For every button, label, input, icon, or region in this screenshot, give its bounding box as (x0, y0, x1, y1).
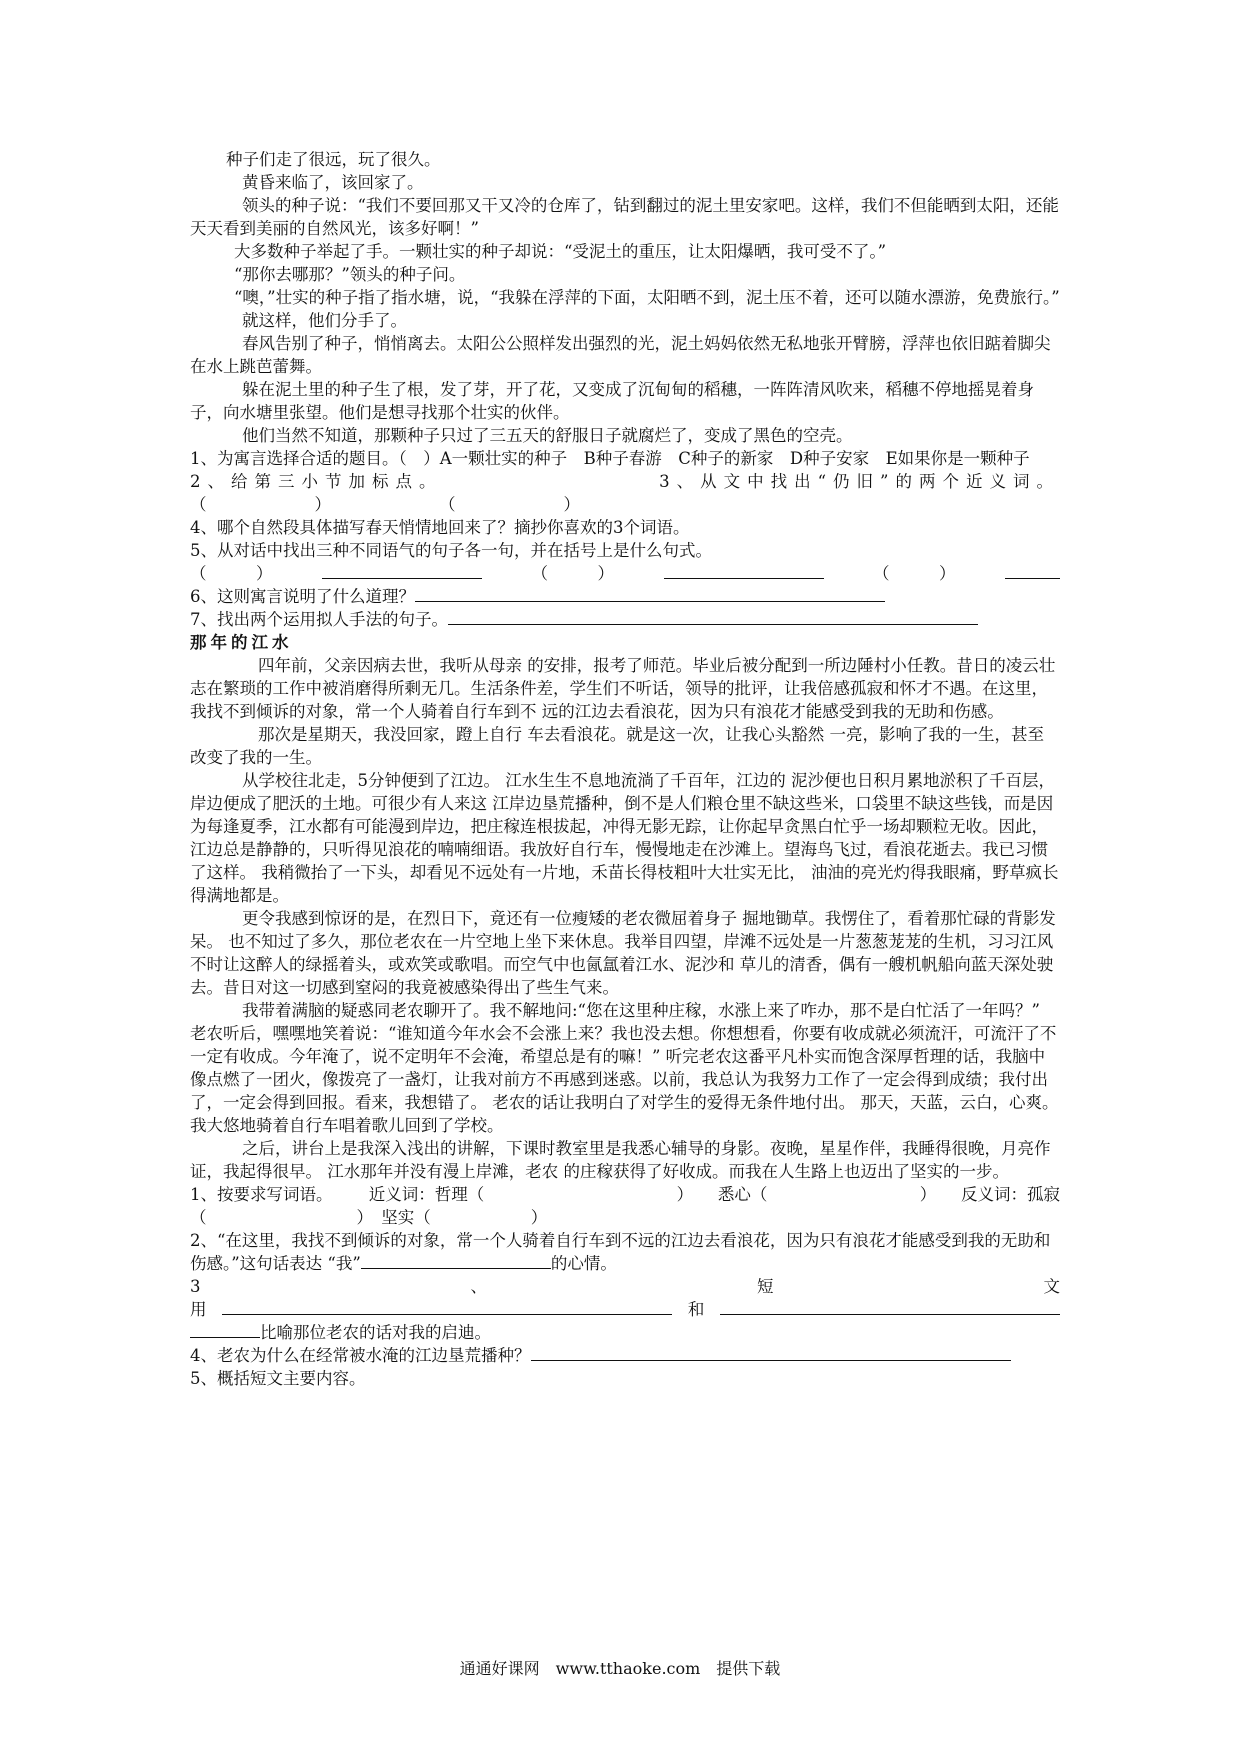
story-2-question-3-end (190, 1321, 1060, 1344)
question-5-answers (190, 562, 1060, 585)
answer-line[interactable] (1005, 562, 1060, 579)
paren-open: （ (190, 564, 207, 583)
question-1: 1、为寓言选择合适的题目。（ ）A一颗壮实的种子 B种子春游 C种子的新家 D种子安家 E如果你是一颗种子 (190, 449, 1030, 468)
question-label: 1、按要求写词语。 (190, 1185, 333, 1204)
paragraph: 就这样，他们分手了。 (242, 311, 407, 330)
story-2-question-4 (190, 1344, 1060, 1367)
question-char: 用 (190, 1300, 207, 1319)
question-7 (190, 608, 1060, 631)
question-6 (190, 585, 1060, 608)
answer-line[interactable] (448, 608, 978, 625)
paragraph: 他们当然不知道，那颗种子只过了三五天的舒服日子就腐烂了，变成了黑色的空壳。 (242, 426, 853, 445)
story-2-question-2 (190, 1229, 1060, 1275)
question-part: ） 悉心（ (676, 1185, 768, 1204)
paragraph: 领头的种子说：“我们不要回那又干又冷的仓库了，钻到翻过的泥土里安家吧。这样，我们不但能晒到太阳，还能天天看到美丽的自然风光，该多好啊！” (190, 196, 1059, 238)
answer-line[interactable] (415, 585, 885, 602)
question-2-3-row (190, 470, 1060, 493)
paren-open: （ (531, 564, 548, 583)
story-2-question-3 (190, 1275, 1060, 1298)
paragraph: 黄昏来临了，该回家了。 (242, 173, 424, 192)
answer-line[interactable] (720, 1298, 1060, 1315)
paragraph: “那你去哪那？”领头的种子问。 (234, 265, 466, 284)
paragraph: 四年前，父亲因病去世，我听从母亲 的安排，报考了师范。毕业后被分配到一所边陲村小任教。昔日的凌云壮志在繁琐的工作中被消磨得所剩无几。生活条件差，学生们不听话，领导的批评，让我倍感孤寂和怀才不遇。在这里，我找不到倾诉的对象，常一个人骑着自行车到不 远的江边去看浪花，因为只有浪花才能感受到我的无助和伤感。 (190, 656, 1056, 721)
paragraph: 更令我感到惊讶的是，在烈日下，竟还有一位瘦矮的老农微屈着身子 掘地锄草。我愣住了，看着那忙碌的背影发呆。 也不知过了多久，那位老农在一片空地上坐下来休息。我举目四望，岸滩不远处是一片葱葱茏茏的生机，习习江风 不时让这醉人的绿摇着头，或欢笑或歌唱。而空气中也氤氲着江水、泥沙和 草儿的清香，偶有一艘机帆船向蓝天深处驶去。昔日对这一切感到窒闷的我竟被感染得出了些生气来。 (190, 909, 1056, 997)
question-char: 和 (687, 1300, 705, 1319)
paren-close: ） (314, 495, 331, 514)
answer-parens (190, 493, 580, 516)
paragraph: 从学校往北走，5分钟便到了江边。 江水生生不息地流淌了千百年，江边的 泥沙便也日积月累地淤积了千百层，岸边便成了肥沃的土地。可很少有人来这 江岸边垦荒播种，倒不是人们粮仓里不缺这些米，口袋里不缺这些钱，而是因为每逢夏季，江水都有可能漫到岸边，把庄稼连根拔起，冲得无影无踪，让你起早贪黑白忙乎一场却颗粒无收。因此，江边总是静静的，只听得见浪花的喃喃细语。我放好自行车，慢慢地走在沙滩上。望海鸟飞过，看浪花逝去。我已习惯了这样。 我稍微抬了一下头，却看见不远处有一片地，禾苗长得枝粗叶大壮实无比， 油油的亮光灼得我眼痛，野草疯长得满地都是。 (190, 771, 1059, 905)
question-char: 文 (1043, 1277, 1060, 1296)
question-4: 4、哪个自然段具体描写春天悄情地回来了？摘抄你喜欢的3个词语。 (190, 518, 690, 537)
content-column (190, 148, 1060, 1390)
paragraph: 那次是星期天，我没回家，蹬上自行 车去看浪花。就是这一次，让我心头豁然 一亮，影响了我的一生，甚至改变了我的一生。 (190, 725, 1044, 767)
page-footer: 通通好课网 www.tthaoke.com 提供下载 (459, 1659, 781, 1678)
paragraph: 躲在泥土里的种子生了根，发了芽，开了花，又变成了沉甸甸的稻穗，一阵阵清风吹来，稻穗不停地摇晃着身子，向水塘里张望。他们是想寻找那个壮实的伙伴。 (190, 380, 1034, 422)
question-2-text: 2、“在这里，我找不到倾诉的对象，常一个人骑着自行车到不远的江边去看浪花，因为只有浪花才能感受到我的无助和伤感。”这句话表达 “我” (190, 1231, 1051, 1273)
answer-line[interactable] (361, 1252, 551, 1269)
question-4-text: 4、老农为什么在经常被水淹的江边垦荒播种？ (190, 1346, 531, 1365)
question-char: 短 (757, 1277, 774, 1296)
paragraph: 我带着满脑的疑惑同老农聊开了。我不解地问:“您在这里种庄稼，水涨上来了咋办，那不是白忙活了一年吗？” 老农听后，嘿嘿地笑着说：“谁知道今年水会不会涨上来？我也没去想。你想想看，你要有收成就必须流汗，可流汗了不一定有收成。今年淹了，说不定明年不会淹，希望总是有的嘛！” 听完老农这番平凡朴实而饱含深厚哲理的话，我脑中像点燃了一团火，像拨亮了一盏灯，让我对前方不再感到迷惑。以前，我总认为我努力工作了一定会得到成绩；我付出了，一定会得到回报。看来，我想错了。 老农的话让我明白了对学生的爱得无条件地付出。 那天，天蓝，云白，心爽。我大悠地骑着自行车唱着歌儿回到了学校。 (190, 1001, 1059, 1135)
answer-line[interactable] (531, 1344, 1011, 1361)
paren-open: （ (190, 495, 207, 514)
question-char: 、 (470, 1277, 487, 1296)
question-7-text: 7、找出两个运用拟人手法的句子。 (190, 610, 448, 629)
question-char: 3 (190, 1277, 201, 1296)
question-part: 近义词：哲理（ (368, 1185, 485, 1204)
paragraph: 种子们走了很远，玩了很久。 (226, 150, 441, 169)
blank[interactable] (804, 1183, 884, 1206)
paren-close: ） (939, 564, 956, 583)
paragraph: 之后，讲台上是我深入浅出的讲解，下课时教室里是我悉心辅导的身影。夜晚，星星作伴，我睡得很晚，月亮作证，我起得很早。 江水那年并没有漫上岸滩，老农 的庄稼获得了好收成。而我在人生路上也迈出了坚实的一步。 (190, 1139, 1051, 1181)
question-part: ） 坚实（ (356, 1208, 431, 1227)
story-2-question-1-cont (190, 1206, 1060, 1229)
paren-open: （ (439, 495, 456, 514)
question-6-text: 6、这则寓言说明了什么道理？ (190, 587, 415, 606)
question-2-end: 的心情。 (550, 1254, 617, 1273)
paren-open: （ (190, 1208, 207, 1227)
answer-line[interactable] (322, 562, 482, 579)
answer-line[interactable] (222, 1298, 672, 1315)
paren-close: ） (597, 564, 614, 583)
answer-line[interactable] (190, 1321, 260, 1338)
story-2-title: 那年的江水 (190, 633, 293, 652)
story-2-question-5: 5、概括短文主要内容。 (190, 1369, 366, 1388)
blank[interactable] (520, 1183, 640, 1206)
paren-close: ） (256, 564, 273, 583)
question-part: ） 反义词：孤寂 (919, 1185, 1060, 1204)
paragraph: “噢，”壮实的种子指了指水塘，说，“我躲在浮萍的下面，太阳晒不到，泥土压不着，还可以随水漂游，免费旅行。” (234, 288, 1060, 307)
story-2-question-1 (190, 1183, 1060, 1206)
paren-open: （ (873, 564, 890, 583)
question-3: 3、从文中找出“仍旧”的两个近义词。 (659, 472, 1060, 491)
story-2-question-3-line (190, 1298, 1060, 1321)
paragraph: 春风告别了种子，悄悄离去。太阳公公照样发出强烈的光，泥土妈妈依然无私地张开臂膀，浮萍也依旧踮着脚尖在水上跳芭蕾舞。 (190, 334, 1051, 376)
answer-line[interactable] (664, 562, 824, 579)
paren-close: ） (563, 495, 580, 514)
question-3-end: 比喻那位老农的话对我的启迪。 (260, 1323, 491, 1342)
question-5: 5、从对话中找出三种不同语气的句子各一句，并在括号上是什么句式。 (190, 541, 712, 560)
paren-close: ） (530, 1208, 548, 1227)
question-2: 2、给第三小节加标点。 (190, 472, 443, 491)
paragraph: 大多数种子举起了手。一颗壮实的种子却说：“受泥土的重压，让太阳爆晒，我可受不了。” (234, 242, 887, 261)
